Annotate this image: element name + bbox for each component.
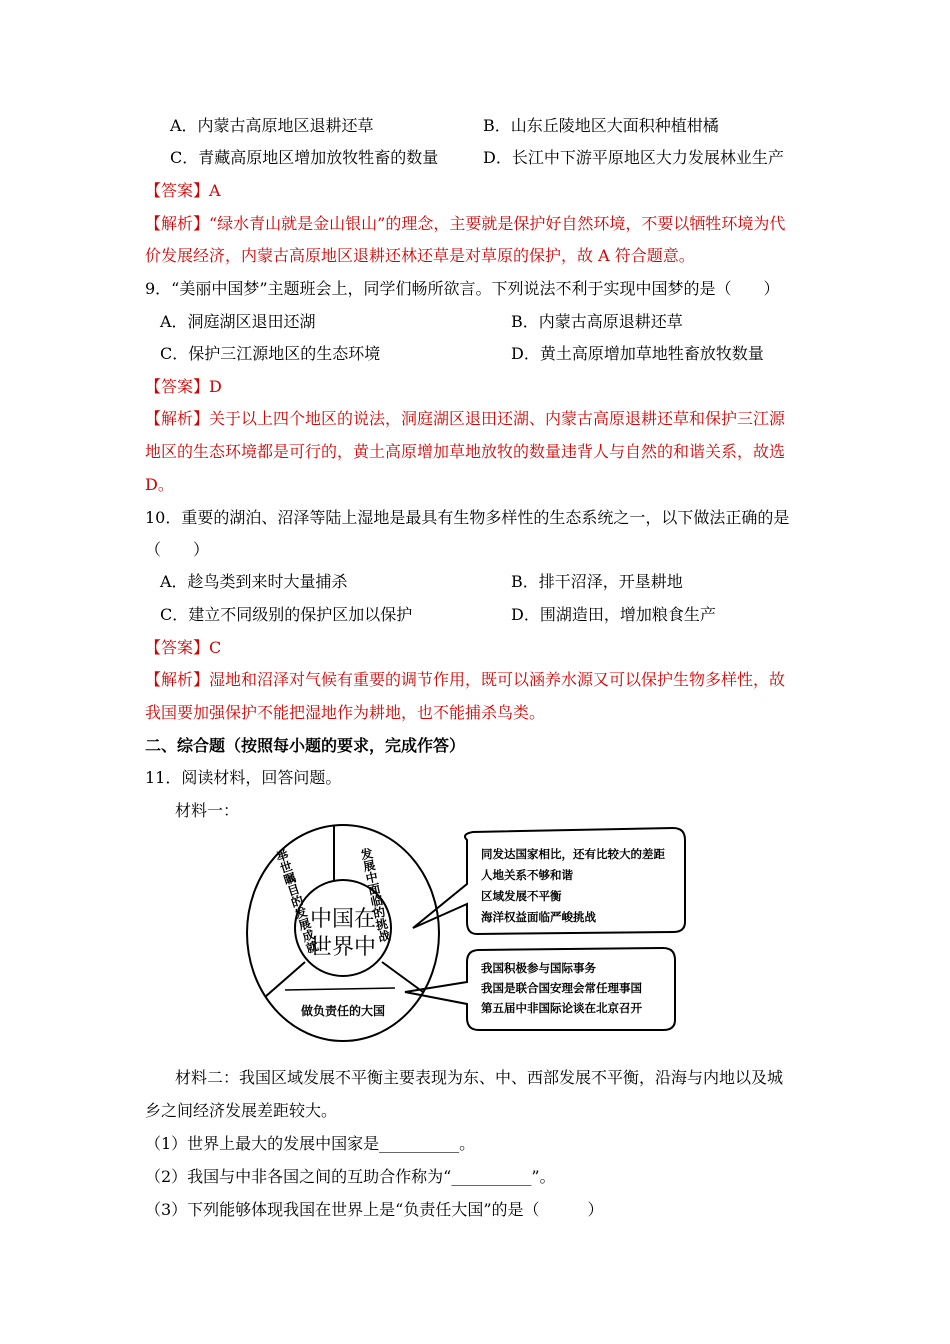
callout-bottom-line1: 我国积极参与国际事务 <box>481 961 596 975</box>
left-segment-label: 举世瞩目的发展成就 <box>273 847 321 955</box>
q10-option-b: B．排干沼泽，开垦耕地 <box>511 572 683 591</box>
q8-analysis-line1: 【解析】“绿水青山就是金山银山”的理念，主要就是保护好自然环境，不要以牺牲环境为代 <box>145 214 786 233</box>
q11-stem: 11．阅读材料，回答问题。 <box>145 768 342 787</box>
q11-sub3: （3）下列能够体现我国在世界上是“负责任大国”的是（ ） <box>145 1200 604 1219</box>
q10-stem-line1: 10．重要的湖泊、沼泽等陆上湿地是最具有生物多样性的生态系统之一，以下做法正确的是 <box>145 508 790 527</box>
q11-material2-line2: 乡之间经济发展差距较大。 <box>145 1101 338 1120</box>
callout-top-line3: 区域发展不平衡 <box>481 889 562 903</box>
divider-bottom <box>285 988 395 990</box>
q11-material1-label: 材料一： <box>175 801 240 820</box>
q10-answer: 【答案】C <box>145 638 222 657</box>
bottom-segment-label: 做负责任的大国 <box>300 1004 386 1018</box>
q11-sub2: （2）我国与中非各国之间的互助合作称为“__________”。 <box>145 1167 556 1186</box>
callout-bottom-line3: 第五届中非国际论谈在北京召开 <box>481 1001 642 1015</box>
q9-analysis-line2: 地区的生态环境都是可行的，黄土高原增加草地放牧的数量违背人与自然的和谐关系，故选 <box>145 442 786 461</box>
q10-stem-line2: （ ） <box>145 540 210 559</box>
q11-material2-line1: 材料二：我国区域发展不平衡主要表现为东、中、西部发展不平衡，沿海与内地以及城 <box>175 1068 784 1087</box>
callout-top-line4: 海洋权益面临严峻挑战 <box>481 910 596 924</box>
q8-option-c: C．青藏高原地区增加放牧牲畜的数量 <box>170 148 439 167</box>
q10-analysis-line1: 【解析】湿地和沼泽对气候有重要的调节作用，既可以涵养水源又可以保护生物多样性，故 <box>145 670 786 689</box>
callout-top-line1: 同发达国家相比，还有比较大的差距 <box>481 847 665 861</box>
material1-diagram <box>245 822 705 1044</box>
q8-option-a: A．内蒙古高原地区退耕还草 <box>170 116 374 135</box>
divider-left <box>265 962 305 997</box>
q8-option-d: D．长江中下游平原地区大力发展林业生产 <box>483 148 784 167</box>
q8-option-b: B．山东丘陵地区大面积种植柑橘 <box>483 116 719 135</box>
q9-analysis-line1: 【解析】关于以上四个地区的说法，洞庭湖区退田还湖、内蒙古高原退耕还草和保护三江源 <box>145 409 786 428</box>
q11-sub1: （1）世界上最大的发展中国家是__________。 <box>145 1134 476 1153</box>
q9-option-d: D．黄土高原增加草地牲畜放牧数量 <box>511 344 764 363</box>
q9-option-b: B．内蒙古高原退耕还草 <box>511 312 683 331</box>
section2-title: 二、综合题（按照每小题的要求，完成作答） <box>145 736 466 755</box>
q9-option-a: A．洞庭湖区退田还湖 <box>160 312 316 331</box>
q8-analysis-line2: 价发展经济，内蒙古高原地区退耕还林还草是对草原的保护，故 A 符合题意。 <box>145 246 695 265</box>
q10-option-a: A．趁鸟类到来时大量捕杀 <box>160 572 348 591</box>
q8-answer: 【答案】A <box>145 181 221 200</box>
q10-option-d: D．围湖造田，增加粮食生产 <box>511 605 716 624</box>
q9-stem: 9．“美丽中国梦”主题班会上，同学们畅所欲言。下列说法不利于实现中国梦的是（ ） <box>145 279 780 298</box>
center-text-line1: 中国在 <box>309 907 377 932</box>
q10-analysis-line2: 我国要加强保护不能把湿地作为耕地，也不能捕杀鸟类。 <box>145 703 546 722</box>
q9-answer: 【答案】D <box>145 377 222 396</box>
q10-option-c: C．建立不同级别的保护区加以保护 <box>160 605 413 624</box>
q9-analysis-line3: D。 <box>145 475 174 494</box>
q9-option-c: C．保护三江源地区的生态环境 <box>160 344 381 363</box>
callout-top-line2: 人地关系不够和谐 <box>481 868 573 882</box>
center-text-line2: 世界中 <box>309 935 377 960</box>
callout-bottom-line2: 我国是联合国安理会常任理事国 <box>481 981 642 995</box>
right-segment-label: 发展中面临的挑战 <box>358 846 392 944</box>
